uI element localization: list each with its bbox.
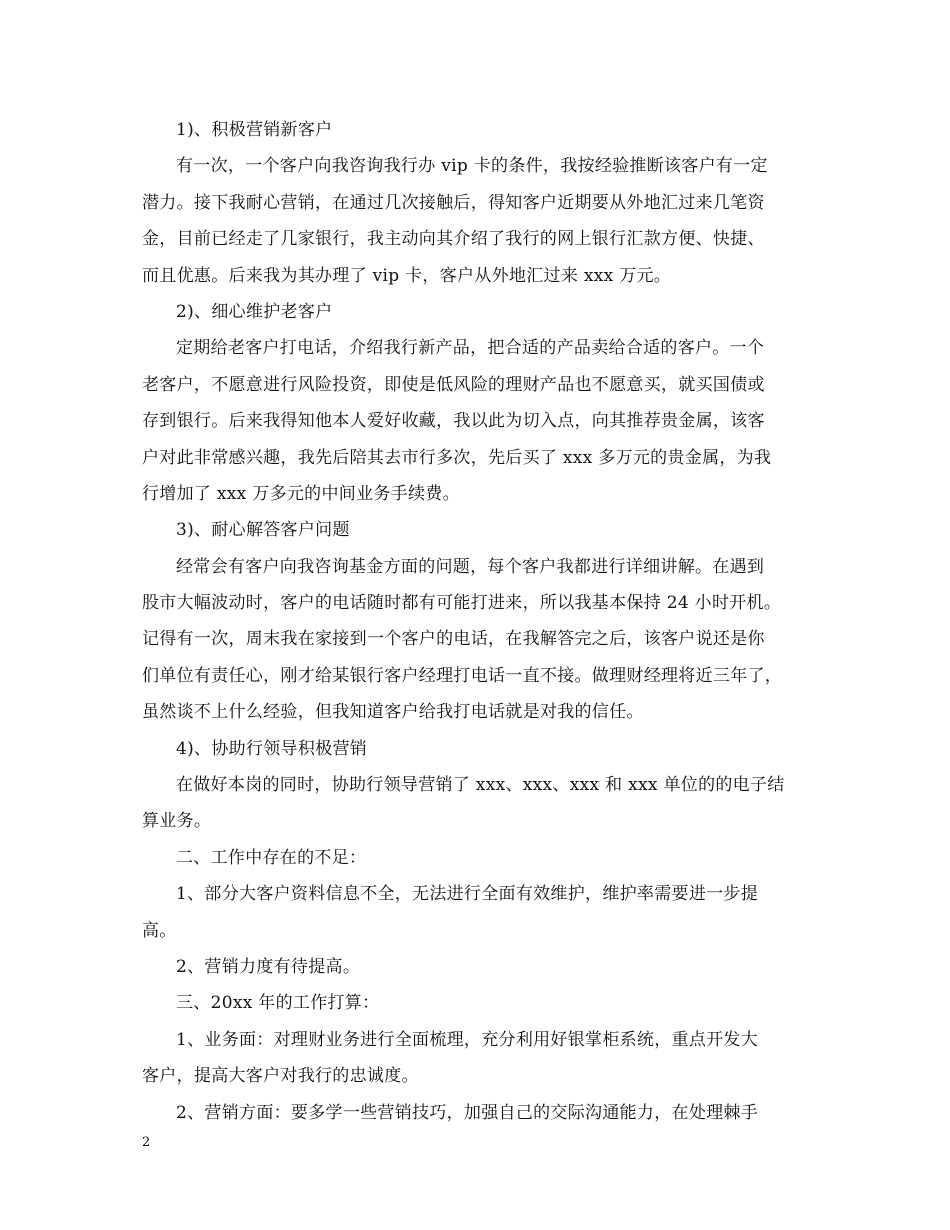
text-line: 记得有一次，周末我在家接到一个客户的电话，在我解答完之后，该客户说还是你 [142,629,765,650]
text-line: 1、部分大客户资料信息不全，无法进行全面有效维护，维护率需要进一步提 [176,884,759,905]
text-line: 定期给老客户打电话，介绍我行新产品，把合适的产品卖给合适的客户。一个 [176,338,765,359]
text-line: 股市大幅波动时，客户的电话随时都有可能打进来，所以我基本保持 24 小时开机。 [142,593,782,614]
text-line: 3)、耐心解答客户问题 [176,520,350,541]
text-line: 虽然谈不上什么经验，但我知道客户给我打电话就是对我的信任。 [142,702,644,723]
text-line: 户对此非常感兴趣，我先后陪其去市行多次，先后买了 xxx 多万元的贵金属，为我 [142,447,772,468]
text-line: 们单位有责任心，刚才给某银行客户经理打电话一直不接。做理财经理将近三年了， [142,665,783,686]
text-line: 2、营销力度有待提高。 [176,956,361,977]
text-line: 有一次，一个客户向我咨询我行办 vip 卡的条件，我按经验推断该客户有一定 [176,156,768,177]
text-line: 1)、积极营销新客户 [176,120,333,140]
text-line: 潜力。接下我耐心营销，在通过几次接触后，得知客户近期要从外地汇过来几笔资 [142,192,765,213]
text-line: 经常会有客户向我咨询基金方面的问题，每个客户我都进行详细讲解。在遇到 [176,556,765,577]
text-line: 在做好本岗的同时，协助行领导营销了 xxx、xxx、xxx 和 xxx 单位的的电子结 [176,775,785,796]
page-number: 2 [142,1135,151,1150]
text-line: 行增加了 xxx 万多元的中间业务手续费。 [142,483,460,504]
text-line: 老客户，不愿意进行风险投资，即使是低风险的理财产品也不愿意买，就买国债或 [142,374,765,395]
text-line: 客户，提高大客户对我行的忠诚度。 [142,1066,419,1087]
text-line: 2、营销方面：要多学一些营销技巧，加强自己的交际沟通能力，在处理棘手 [176,1102,759,1123]
text-line: 存到银行。后来我得知他本人爱好收藏，我以此为切入点，向其推荐贵金属，该客 [142,411,765,432]
text-line: 二、工作中存在的不足： [176,847,367,868]
text-line: 三、20xx 年的工作打算： [176,993,380,1014]
text-line: 而且优惠。后来我为其办理了 vip 卡，客户从外地汇过来 xxx 万元。 [142,265,672,286]
text-line: 1、业务面：对理财业务进行全面梳理，充分利用好银掌柜系统，重点开发大 [176,1029,759,1050]
text-line: 高。 [142,920,177,941]
text-line: 金，目前已经走了几家银行，我主动向其介绍了我行的网上银行汇款方便、快捷、 [142,229,765,250]
text-line: 4)、协助行领导积极营销 [176,738,368,759]
document-body [142,112,814,1131]
text-line: 2)、细心维护老客户 [176,301,333,322]
text-line: 算业务。 [142,811,212,832]
